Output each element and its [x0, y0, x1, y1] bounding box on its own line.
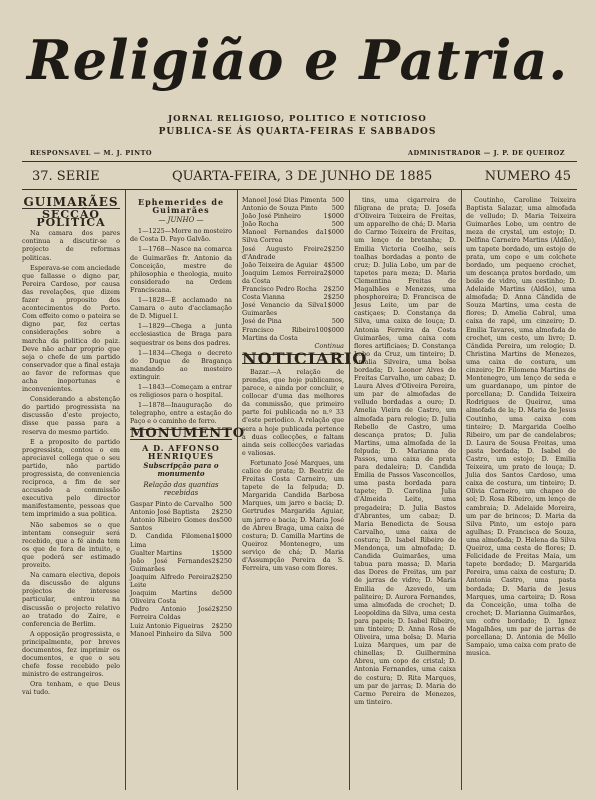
- issue-number: NUMERO 45: [484, 169, 571, 184]
- subscription-list: [130, 500, 232, 638]
- list-item: José de Pina 500: [242, 317, 344, 326]
- newspaper-title: Religião e Patria.: [26, 28, 569, 92]
- subscription-subtitle: Relação das quantias recebidas: [143, 480, 219, 497]
- list-item: Francisco Pedro Rocha 2$250: [242, 285, 344, 294]
- month-label: — JUNHO —: [158, 216, 204, 225]
- column-divider: [237, 190, 238, 790]
- administrator: ADMINISTRADOR — J. P. DE QUEIROZ: [407, 149, 565, 157]
- list-item: João Rocha 500: [242, 220, 344, 229]
- newspaper-subtitle: JORNAL RELIGIOSO, POLITICO E NOTICIOSO: [168, 114, 427, 124]
- column-3: [242, 196, 368, 786]
- divider: [22, 161, 577, 162]
- subscription-title: Subscripção para o monumento: [143, 460, 219, 478]
- column-1: [22, 196, 120, 786]
- ephemerides-heading: Ephemerides de Guimarães: [137, 197, 225, 216]
- column-2: [130, 196, 246, 786]
- article-paragraph: Fortunato José Marques, um calice de prata; D. Beatriz de Freitas Costa Carneiro, um tapete de la felpuda; D. Margarida Candida Barbosa Marques, um jarro e bacia; D. Gertrudes Margarida Aguiar, um jarro e bacia; D. Maria José de Abreu Braga, uma caixa de costura; D. Camilla Martins de Queiroz Montenegro, um serviço de chá; D. Maria d'Assumpção Pereira da S. Ferreira, um vaso com flores.: [242, 458, 344, 573]
- ephemeride-entry: 1—1768—Nasce na comarca de Guimarães fr. Antonio da Conceição, mestre de philosophia e theologia, muito considerado na Ordem Franciscana.: [130, 245, 232, 294]
- column-divider: [461, 190, 462, 790]
- column-5: [466, 196, 576, 786]
- dateline: [22, 164, 577, 188]
- list-item: Antonio Ribeiro Gomes dos Santos 500: [130, 516, 232, 533]
- column-divider: [349, 190, 350, 790]
- article-paragraph: Coutinho, Caroline Teixeira Baptista Salazar, uma almofada de velludo; D. Maria Teixeira Guimarães Lobo, um centro de meza de crystal, um estojo; D. Delfina Carneiro Martins (Aldão), um tapete bordado, um estojo de prata, um copo e um colchete bordado, um pequeno crochet, um descança pratos bordado, um boião de vidro, um cestinho; D. Adelaide Martins (Aldão), uma almofada; D. Anna Cândida de Souza Martins, uma cesta de flores; D. Amelia Cabral, uma caixa de rapé, um cinzeiro; D. Emilia Tavares, uma almofada de crochet, um cesto, um livro; D. Cândida Pereira, um relogio; D. Christina Martins de Menezes, uma caixa de costura, um cinzeiro; Dr. Filomena Martins de Montenegro, um lenço de seda e um guardanapo, um pintor de porcellana; D. Candida Teixeira Rodrigues de Queiroz, uma almofada de la; D. Maria de Jesus Coutinho, uma caixa com tinteiro; D. Margarida Coelho Ribeiro, um par de candelabros; D. Laura de Sousa Freitas, uma pasta bordada; D. Isabel de Castro, um estojo; D. Emilia Teixeira, um prato de louça; D. Julia dos Santos Cardoso, uma caixa de costura, um tinteiro; D. Olivia Carneiro, um chapeo de sol; D. Rosa Ribeiro, um lenço de cambraia; D. Adelaide Moreira, um par de brincos; D. Maria da Silva Pinto, um estojo para agulhas; D. Francisca de Souza, uma almofada; D. Helena da Silva Queiroz, uma cesta de flores; D. Felicidade de Freitas Maia, um tapete bordado; D. Margarida Pereira, uma caixa de costura; D. Antonia Castro, uma pasta bordada; D. Maria de Jesus Marques, uma carteira; D. Rosa da Conceição, uma tolha de crochet; D. Marianna Guimarães, um cofre bordado; D. Ignez Magalhães, um par de jarras de porcellana; D. Antonia de Mello Sampaio, uma caixa com prato de musica.: [466, 196, 576, 658]
- ephemeride-entry: 1—1829—Chega a junta ecclesiastica de Braga para sequestrar os bens dos padres.: [130, 322, 232, 347]
- column-divider: [125, 190, 126, 790]
- issue-date: QUARTA-FEIRA, 3 DE JUNHO DE 1885: [172, 169, 433, 184]
- ephemeride-entry: 1—1225—Morre no mosteiro de Costa D. Payo Galvão.: [130, 227, 232, 244]
- article-paragraph: A opposição progressista, e principalmente, por breves documentos, fez imprimir os documentos, e que o seu chefe fosse recebido pelo ministro de estrangeiros.: [22, 629, 120, 679]
- ephemeride-entry: 1—1878—Inauguração do telegrapho, entre a estação do Paço e o caminho de ferro.: [130, 401, 232, 426]
- list-item: Manoel Pinheiro da Silva 500: [130, 629, 232, 638]
- publication-days: PUBLICA-SE ÁS QUARTA-FEIRAS E SABBADOS: [158, 127, 437, 137]
- list-item: D. Candida Filomena Lima 1$000: [130, 532, 232, 549]
- subscription-list-continued: [242, 196, 344, 342]
- list-item: José Augusto Freire d'Andrade 2$250: [242, 244, 344, 261]
- article-paragraph: Ora tenham, e que Deus vai tudo.: [22, 680, 120, 697]
- noticiario-heading: NOTICIARIO: [242, 348, 368, 368]
- list-item: Gualter Martins 1$500: [130, 548, 232, 557]
- article-paragraph: Na camara dos pares continua a discutir-se o projecto de reformas politicas.: [22, 229, 120, 262]
- city-heading: GUIMARÃES: [23, 195, 119, 209]
- ephemeride-entry: 1—1834—Chega o decreto do Duque de Bragança mandando ao mosteiro extinguir.: [130, 348, 232, 381]
- list-item: Joaquim Alfredo Pereira Leite 2$250: [130, 572, 232, 590]
- article-paragraph: E a proposito de partido progressista, contou o em apreciavel collega que o seu partido, não partido progressista, de conveniencia reciproca, a fim de ser accusado a commissão executiva pelo director manifestamente, pessoas que tem imprimido a sua politica.: [22, 437, 120, 519]
- list-item: Luiz Antonio Figueiras 2$250: [130, 621, 232, 630]
- list-item: Manoel José Dias Pimenta 500: [242, 196, 344, 204]
- list-item: Antonio José Baptista 2$250: [130, 508, 232, 517]
- ephemeride-entry: 1—1828—É acclamado na Camara o auto d'acclamação de D. Miguel I.: [130, 296, 232, 321]
- monument-subheading: A D. AFFONSO HENRIQUES: [142, 442, 220, 461]
- series-label: 37. SERIE: [32, 169, 100, 184]
- list-item: João Teixeira de Aguiar 4$500: [242, 260, 344, 269]
- masthead: [0, 0, 595, 230]
- ephemeride-entry: 1—1843—Começam a entrar os religiosos para o hospital.: [130, 382, 232, 400]
- article-paragraph: tins, uma cigarreira de filigrana de prata; D. Josefa d'Oliveira Teixeira de Freitas, um apparelho de chá; D. Maria do Carmo Teixeira de Freitas, um lenço de bretanha; D. Emilia Victoria Coelho, seis toalhas bordadas a ponto de cruz; D. Julia Lobo, um par de tapetes para meza; D. Maria Clementina Freitas de Magalhães e Menezes, uma phosphoreira; D. Francisca de Jesus Leite, um par de castiçaes; D. Constança da Silva, uma caixa de louça; D. Antonia Ferreira da Costa Guimarães, uma caixa com flores artificiaes; D. Constança Lobo da Cruz, um tinteiro; D. Amalia Silveira, uma bolsa bordada; D. Leonor Alves de Freitas Carvalho, um cabaz; D. Laura Alves d'Oliveira Pereira, um par de almofadas de velludo bordadas a ouro; D. Amelia Vieira de Castro, um almofada para relogio; D. Julia Rebello de Castro, uma descança pratos; D. Julia Martins, uma almofada de la felpuda; D. Marianna de Passos, uma caixa de prata para dedaleira; D. Candida Emilia de Passos Vasconcellos, uma pasta bordada para tapete; D. Carolina Julia d'Almeida Leite, uma pregadeira; D. Julia Bastos d'Abrantes, um cabaz; D. Maria Benedicta de Sousa Carvalho, uma caixa de costura; D. Isabel Ribeiro de Mendonça, um almofada; D. Candida Guimarães, uma tabua para massa; D. Maria das Dores de Freitas, um par de jarras de vidro; D. Maria Emilia de Azevedo, um paliteiro; D. Aurora Fernandes, uma almofada de crochet; D. Leopoldina da Silva, uma cesta para papeis; D. Isabel Ribeiro, um tinteiro; D. Anna Rosa de Oliveira, uma bolsa; D. Maria Luiza Marques, um par de chinellas; D. Guilhermina Abreu, um copo de cristal; D. Antonia Fernandes, uma caixa de costura; D. Rita Marques, um par de jarras; D. Maria do Carmo Pereira de Menezes, um tinteiro.: [354, 196, 456, 706]
- list-item: João José Fernandes Guimarães 2$250: [130, 556, 232, 573]
- article-paragraph: Considerando a abstenção do partido progressista na discussão d'este projecto, disse que passa para a reserva do mesmo partido.: [22, 395, 120, 436]
- article-paragraph: Não sabemos se o que intentam conseguir será recebido, que a fé ainda tem os que de fora de intuito, e que poderá ser estimado proveito.: [22, 520, 120, 570]
- list-item: Pedro Antonio José Ferreira Coldas 2$250: [130, 605, 232, 622]
- continua-label: Continua: [314, 341, 344, 350]
- monument-heading: MONUMENTO: [130, 426, 246, 442]
- list-item: Manoel Fernandes da Silva Correa 1$000: [242, 228, 344, 245]
- article-paragraph: Bazar.—A relação de prendas, que hoje publicamos, parece, e ainda por concluir, e collocar d'uma das melhores da commissão, que primeiro parte foi publicada no n.º 33 d'este periodico. A relação que sera a hoje publicada pertence a duas collecções, e faltam ainda seis collecções variadas e valiosas.: [242, 367, 344, 457]
- list-item: Gaspar Pinto de Carvalho 500: [130, 500, 232, 509]
- divider: [22, 189, 577, 190]
- list-item: José Venancio da Silva Guimarães 1$000: [242, 301, 344, 318]
- responsible-editor: RESPONSAVEL — M. J. PINTO: [30, 149, 153, 157]
- list-item: João José Pinheiro 1$000: [242, 212, 344, 221]
- article-paragraph: Na camara electiva, depois da discussão de alguns projectos de interesse particular, entrou na discussão o projecto relativo ao tratado do Zaire, e conferencia de Berlim.: [22, 571, 120, 628]
- list-item: Costa Vianna 2$250: [242, 293, 344, 302]
- list-item: Joaquim Martins de Oliveira Costa 500: [130, 589, 232, 606]
- list-item: Francisco Ribeiro Martins da Costa 100$000: [242, 325, 344, 342]
- list-item: Antonio de Souza Pinto 500: [242, 204, 344, 213]
- column-4: [354, 196, 456, 786]
- article-paragraph: Esperava-se com anciedade que fallasse o digno par, Pereira Cardoso, por causa das revelações, que dizem fazer a proposito dos acontecimentos do Porto. Com effeito como o pateira se digno par, fez certas considerações sobre a marcha da politica do paiz. Deve não achar proprio que seja o chefe de um partido conservador que a final estaja ao favor de reformas que acha inoportunas e inconvenientes.: [22, 263, 120, 394]
- list-item: Joaquim Lemos Ferreira da Costa 2$000: [242, 268, 344, 285]
- section-heading: SECÇÃO POLITICA: [36, 208, 106, 230]
